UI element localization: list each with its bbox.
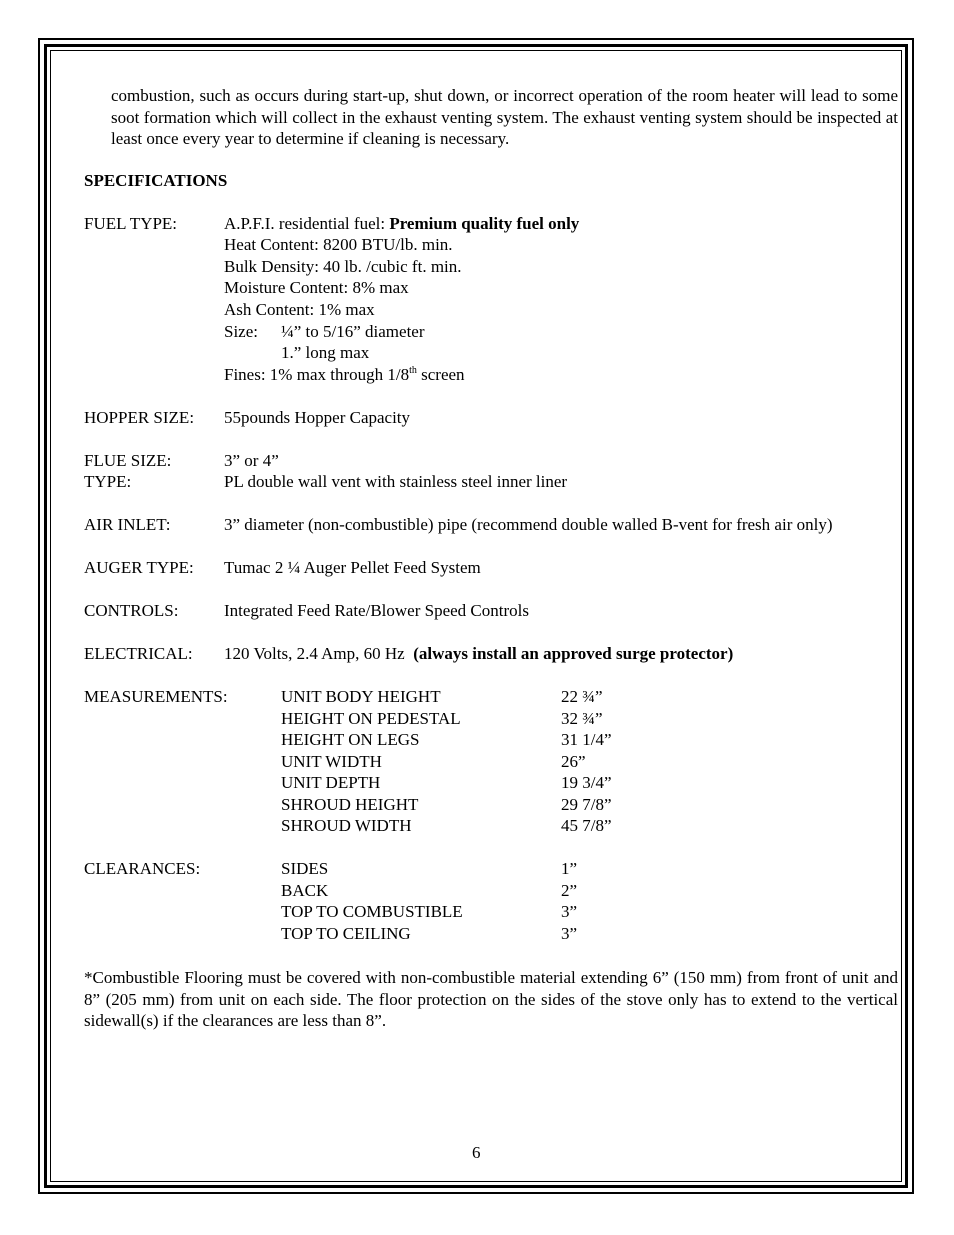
flue-size-value: 3” or 4” (224, 451, 279, 470)
measurement-value: 31 1/4” (561, 730, 612, 749)
moisture-content: Moisture Content: 8% max (224, 278, 409, 297)
bulk-density: Bulk Density: 40 lb. /cubic ft. min. (224, 257, 462, 276)
measurement-value: 29 7/8” (561, 795, 612, 814)
fuel-type-label: FUEL TYPE: (84, 214, 178, 233)
flue-size-label: FLUE SIZE: (84, 451, 172, 470)
measurement-name: UNIT DEPTH (281, 773, 381, 792)
clearance-value: 2” (561, 881, 578, 900)
clearance-name: TOP TO CEILING (281, 924, 411, 943)
measurement-value: 26” (561, 752, 586, 771)
measurement-name: UNIT BODY HEIGHT (281, 687, 441, 706)
clearances-label: CLEARANCES: (84, 859, 201, 878)
section-heading: SPECIFICATIONS (84, 171, 228, 190)
ash-content: Ash Content: 1% max (224, 300, 375, 319)
air-inlet-value: 3” diameter (non-combustible) pipe (recommend double walled B-vent for fresh air only) (224, 515, 833, 534)
electrical-label: ELECTRICAL: (84, 644, 193, 663)
electrical-value: 120 Volts, 2.4 Amp, 60 Hz (always install an approved surge protector) (224, 644, 734, 663)
controls-label: CONTROLS: (84, 601, 179, 620)
measurement-name: HEIGHT ON LEGS (281, 730, 420, 749)
fines: Fines: 1% max through 1/8th screen (224, 365, 465, 384)
measurement-value: 45 7/8” (561, 816, 612, 835)
size-diameter: ¼” to 5/16” diameter (281, 322, 425, 341)
intro-paragraph: combustion, such as occurs during start-up, shut down, or incorrect operation of the room heater will lead to some soot formation which will collect in the exhaust venting system. The exhaust venting system should be inspected at least once every year to determine if cleaning is necessary. (111, 86, 898, 148)
size-length: 1.” long max (281, 343, 370, 362)
measurement-value: 19 3/4” (561, 773, 612, 792)
measurement-name: SHROUD HEIGHT (281, 795, 419, 814)
measurement-name: SHROUD WIDTH (281, 816, 412, 835)
measurement-name: UNIT WIDTH (281, 752, 382, 771)
measurement-value: 32 ¾” (561, 709, 603, 728)
flooring-note: *Combustible Flooring must be covered with non-combustible material extending 6” (150 mm) from front of unit and 8” (205 mm) from unit on each side. The floor protection on the sides of the stove only has to extend to the vertical sidewall(s) if the clearances are less than 8”. (84, 968, 898, 1030)
hopper-size-value: 55pounds Hopper Capacity (224, 408, 411, 427)
auger-type-label: AUGER TYPE: (84, 558, 194, 577)
size-label: Size: (224, 322, 258, 341)
clearance-name: TOP TO COMBUSTIBLE (281, 902, 463, 921)
auger-type-value: Tumac 2 ¼ Auger Pellet Feed System (224, 558, 481, 577)
hopper-size-label: HOPPER SIZE: (84, 408, 195, 427)
heat-content: Heat Content: 8200 BTU/lb. min. (224, 235, 453, 254)
clearance-value: 1” (561, 859, 578, 878)
flue-type-label: TYPE: (84, 472, 132, 491)
clearance-name: BACK (281, 881, 329, 900)
page-number: 6 (472, 1143, 481, 1162)
air-inlet-label: AIR INLET: (84, 515, 171, 534)
clearance-value: 3” (561, 902, 578, 921)
controls-value: Integrated Feed Rate/Blower Speed Controls (224, 601, 529, 620)
flue-type-value: PL double wall vent with stainless steel inner liner (224, 472, 568, 491)
measurement-name: HEIGHT ON PEDESTAL (281, 709, 461, 728)
measurement-value: 22 ¾” (561, 687, 603, 706)
clearance-value: 3” (561, 924, 578, 943)
measurements-label: MEASUREMENTS: (84, 687, 228, 706)
clearance-name: SIDES (281, 859, 329, 878)
fuel-type-value: A.P.F.I. residential fuel: Premium quality fuel only (224, 214, 580, 233)
